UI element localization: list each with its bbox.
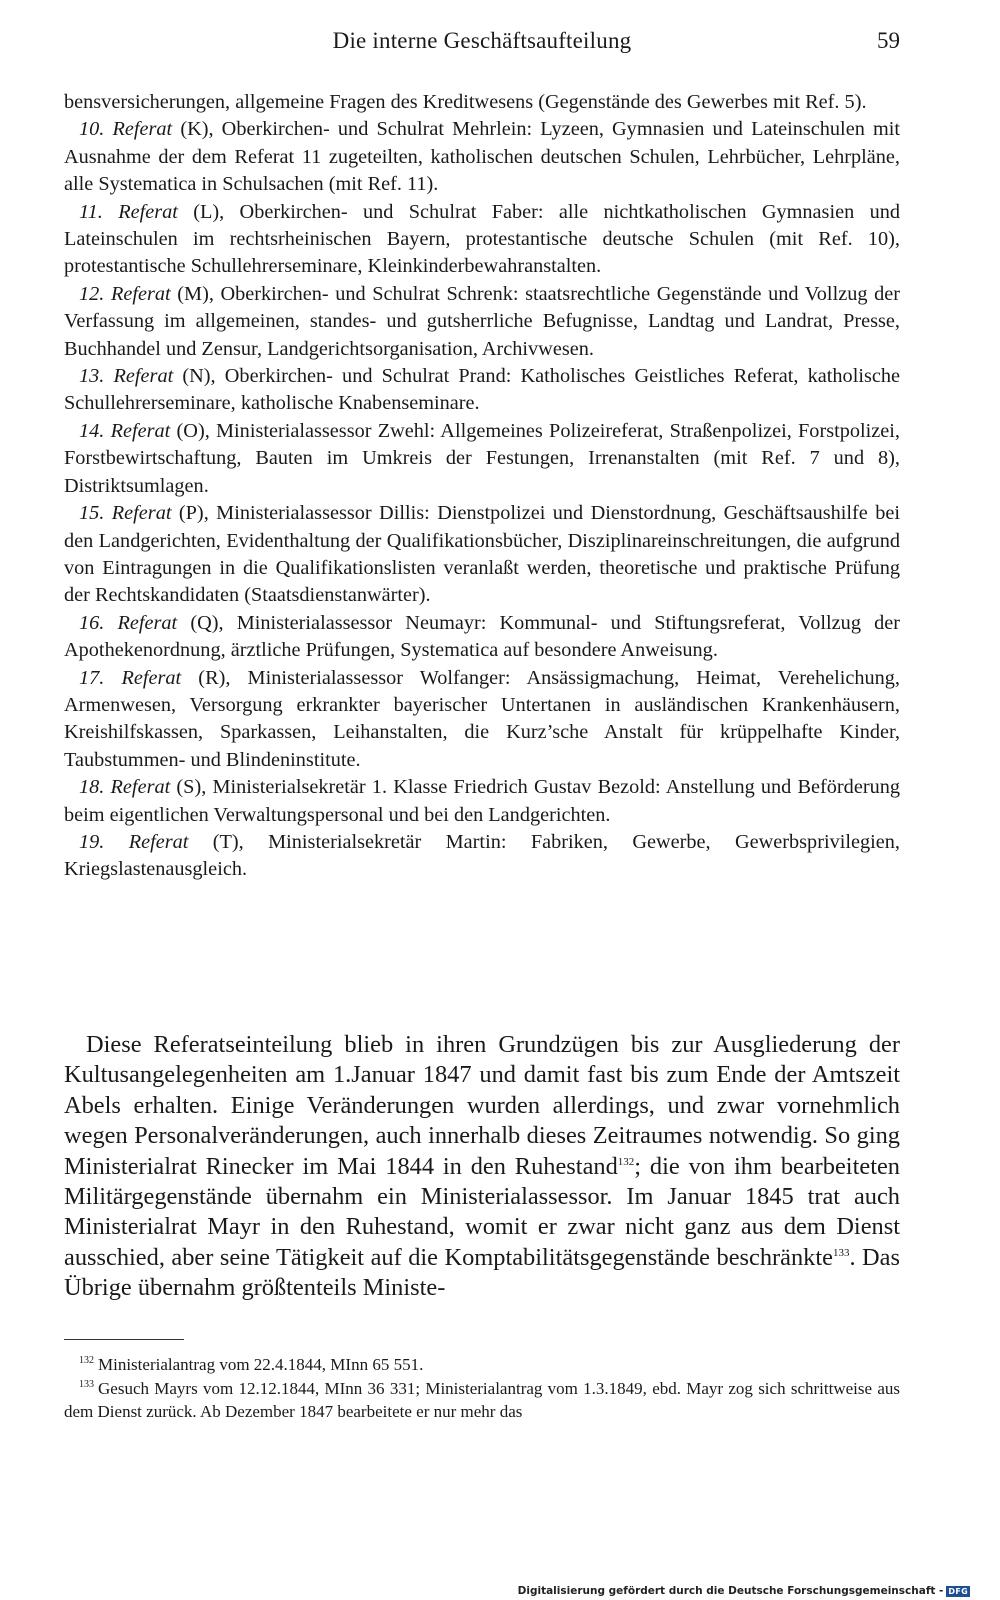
paragraph-text: (P), Ministerialassessor Dillis: Dienstpolizei und Dienstordnung, Geschäftsaushilfe bei den Landgerichten, Evidenthaltung der Qualifikationsbücher, Disziplinareinschreitungen, die aufgrund von Eintragungen in die Qualifikationslisten veranlaßt werden, theoretische und praktische Prüfung der Rechtskandidaten (Staatsdienstanwärter). — [64, 502, 900, 607]
referat-list — [64, 89, 900, 884]
referat-label: Referat — [117, 611, 178, 634]
list-item — [64, 774, 900, 829]
paragraph-text: (R), Ministerialassessor Wolfanger: Ansässigmachung, Heimat, Verehelichung, Armenwesen, Versorgung erkrankter bayerischer Untertanen in ausländischen Krankenhäusern, Kreishilfskassen, Sparkassen, Leihanstalten, die Kurz’sche Anstalt für krüppelhafte Kinder, Taubstummen- und Blindeninstitute. — [64, 666, 900, 771]
paragraph-text: (N), Oberkirchen- und Schulrat Prand: Katholisches Geistliches Referat, katholische Schullehrerseminare, katholische Knabenseminare. — [64, 365, 900, 415]
paragraph-text: Diese Referatseinteilung blieb in ihren Grundzügen bis zur Ausgliederung der Kultusangelegenheiten am 1.Januar 1847 und damit fast bis zum Ende der Amtszeit Abels erhalten. Einige Veränderungen wurden allerdings, und zwar vornehmlich wegen Personalveränderungen, auch innerhalb dieses Zeitraumes notwendig. So ging Ministerialrat Rinecker im Mai 1844 in den Ruhestand — [64, 1031, 900, 1180]
digitization-note — [518, 1585, 970, 1597]
paragraph-text: (T), Ministerialsekretär Martin: Fabriken, Gewerbe, Gewerbsprivilegien, Kriegslastenausgleich. — [64, 830, 900, 881]
referat-label: Referat — [113, 365, 174, 388]
list-item — [64, 199, 900, 281]
footnote-ref-133[interactable]: 133 — [832, 1246, 850, 1259]
main-text — [64, 1030, 900, 1304]
footnote-ref-132[interactable]: 132 — [617, 1155, 635, 1168]
referat-label: Referat — [128, 830, 189, 853]
list-item — [64, 116, 900, 198]
paragraph-text: (Q), Ministerialassessor Neumayr: Kommunal- und Stiftungsreferat, Vollzug der Apothekenordnung, ärztliche Prüfungen, Systematica auf besondere Anweisung. — [64, 611, 900, 662]
paragraph-text: bensversicherungen, allgemeine Fragen des Kreditwesens (Gegenstände des Gewerbes mit Ref. 5). — [64, 91, 867, 113]
referat-label: Referat — [111, 502, 172, 525]
list-item — [64, 829, 900, 884]
paragraph-text: (O), Ministerialassessor Zwehl: Allgemeines Polizeireferat, Straßenpolizei, Forstpolizei, Forstbewirtschaftung, Bauten im Umkreis der Festungen, Irrenanstalten (mit Ref. 7 und 8), Distriktsumlagen. — [64, 419, 900, 497]
referat-label: Referat — [118, 200, 178, 223]
footnote — [64, 1353, 900, 1377]
paragraph-text: (S), Ministerialsekretär 1. Klasse Friedrich Gustav Bezold: Anstellung und Beförderung beim eigentlichen Verwaltungspersonal und bei den Landgerichten. — [64, 776, 900, 826]
paragraph-text: (L), Oberkirchen- und Schulrat Faber: alle nichtkatholischen Gymnasien und Lateinschulen im rechtsrheinischen Bayern, protestantische deutsche Schulen (mit Ref. 10), protestantische Schullehrerseminare, Kleinkinderbewahranstalten. — [64, 200, 900, 278]
referat-number: 11. — [79, 200, 103, 223]
referat-number: 19. — [79, 830, 105, 853]
footnote-divider — [64, 1339, 184, 1340]
referat-number: 16. — [79, 611, 105, 634]
footnote-mark: 132 — [79, 1355, 94, 1367]
paragraph-text: . Das Übrige übernahm größtenteils Ministe- — [64, 1243, 900, 1302]
main-paragraph — [64, 1030, 900, 1304]
footnote-text: Ministerialantrag vom 22.4.1844, MInn 65 551. — [98, 1355, 424, 1374]
referat-label: Referat — [110, 282, 171, 305]
paragraph-text: ; die von ihm bearbeiteten Militärgegenstände übernahm ein Ministerialassessor. Im Januar 1845 trat auch Ministerialrat Mayr in den Ruhestand, womit er zwar nicht ganz aus dem Dienst ausschied, aber seine Tätigkeit auf die Komptabilitätsgegenstände beschränkte — [64, 1152, 900, 1271]
referat-number: 15. — [79, 502, 105, 525]
footnote — [64, 1377, 900, 1424]
referat-label: Referat — [110, 419, 171, 442]
referat-number: 13. — [79, 365, 105, 388]
list-item — [64, 665, 900, 775]
footnote-text: Gesuch Mayrs vom 12.12.1844, MInn 36 331; Ministerialantrag vom 1.3.1849, ebd. Mayr zog sich schrittweise aus dem Dienst zurück. Ab Dezember 1847 bearbeitete er nur mehr das — [64, 1378, 900, 1421]
referat-number: 10. — [79, 118, 105, 141]
digitization-text: Digitalisierung gefördert durch die Deutsche Forschungsgemeinschaft - — [517, 1585, 944, 1597]
list-item — [64, 610, 900, 665]
list-item — [64, 363, 900, 418]
referat-label: Referat — [121, 666, 182, 689]
referat-label: Referat — [112, 118, 173, 141]
page-number: 59 — [877, 28, 900, 53]
paragraph-text: (K), Oberkirchen- und Schulrat Mehrlein: Lyzeen, Gymnasien und Lateinschulen mit Ausnahme der dem Referat 11 zugeteilten, katholischen deutschen Schulen, Lehrbücher, Lehrpläne, alle Systematica in Schulsachen (mit Ref. 11). — [64, 118, 901, 196]
referat-number: 14. — [79, 419, 105, 442]
list-item — [64, 281, 900, 363]
running-title: Die interne Geschäftsaufteilung — [332, 28, 632, 53]
referat-number: 17. — [79, 666, 105, 689]
list-item — [64, 500, 900, 610]
footnotes — [64, 1353, 900, 1424]
list-item — [64, 89, 900, 116]
list-item — [64, 418, 900, 500]
referat-number: 18. — [79, 776, 105, 799]
paragraph-text: (M), Oberkirchen- und Schulrat Schrenk: staatsrechtliche Gegenstände und Vollzug der Verfassung im allgemeinen, standes- und gutsherrliche Befugnisse, Landtag und Landrat, Presse, Buchhandel und Zensur, Landgerichtsorganisation, Archivwesen. — [64, 282, 900, 360]
footnote-mark: 133 — [79, 1378, 94, 1390]
running-head — [64, 28, 900, 62]
referat-label: Referat — [110, 776, 171, 799]
dfg-logo-icon: DFG — [948, 1586, 968, 1596]
referat-number: 12. — [79, 282, 105, 305]
